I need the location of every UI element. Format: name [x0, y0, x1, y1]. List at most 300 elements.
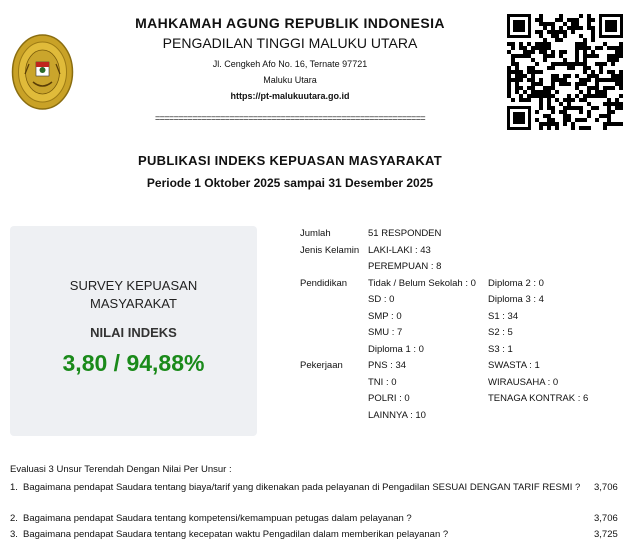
qr-module — [543, 86, 547, 90]
qr-module — [539, 46, 543, 50]
qr-module — [591, 34, 595, 38]
card-title — [10, 277, 257, 313]
qr-module — [603, 78, 607, 82]
qr-module — [519, 46, 523, 50]
qr-module — [555, 122, 559, 126]
qr-module — [591, 26, 595, 30]
qr-module — [611, 70, 615, 74]
qr-module — [559, 38, 563, 42]
qr-module — [531, 94, 535, 98]
qr-module — [563, 50, 567, 54]
qr-module — [551, 86, 555, 90]
qr-module — [583, 54, 587, 58]
qr-module — [519, 42, 523, 46]
qr-module — [539, 22, 543, 26]
qr-module — [571, 18, 575, 22]
gender-label: Jenis Kelamin — [300, 244, 360, 256]
publication-title: PUBLIKASI INDEKS KEPUASAN MASYARAKAT — [137, 153, 443, 168]
qr-module — [575, 118, 579, 122]
qr-module — [583, 78, 587, 82]
qr-module — [539, 78, 543, 82]
qr-module — [615, 98, 619, 102]
qr-module — [575, 86, 579, 90]
qr-module — [555, 126, 559, 130]
job-wirausaha: WIRAUSAHA : 0 — [488, 376, 559, 388]
qr-module — [551, 66, 555, 70]
qr-module — [587, 46, 591, 50]
item-question: Bagaimana pendapat Saudara tentang biaya/tarif yang dikenakan pada pelayanan di Pengadilan SESUAI DENGAN TARIF RESMI ? — [23, 482, 581, 493]
qr-module — [591, 94, 595, 98]
qr-module — [583, 58, 587, 62]
jumlah-label: Jumlah — [300, 228, 331, 239]
qr-module — [595, 106, 599, 110]
qr-module — [515, 78, 519, 82]
qr-module — [603, 94, 607, 98]
qr-module — [519, 78, 523, 82]
qr-module — [583, 38, 587, 42]
qr-module — [543, 54, 547, 58]
qr-module — [551, 62, 555, 66]
qr-module — [543, 90, 547, 94]
qr-module — [575, 18, 579, 22]
qr-module — [559, 62, 563, 66]
qr-module — [555, 38, 559, 42]
qr-module — [611, 86, 615, 90]
qr-module — [567, 82, 571, 86]
edu-smu: SMU : 7 — [368, 327, 403, 338]
qr-module — [611, 110, 615, 114]
qr-module — [599, 62, 603, 66]
qr-module — [575, 42, 579, 46]
qr-module — [559, 14, 563, 18]
qr-module — [523, 90, 527, 94]
qr-module — [615, 78, 619, 82]
qr-module — [551, 78, 555, 82]
qr-module — [539, 42, 543, 46]
edu-smp: SMP : 0 — [368, 310, 402, 322]
qr-module — [519, 86, 523, 90]
item-number: 1. — [10, 482, 18, 493]
qr-module — [587, 110, 591, 114]
qr-module — [563, 58, 567, 62]
qr-module — [555, 30, 559, 34]
qr-module — [563, 30, 567, 34]
qr-module — [543, 46, 547, 50]
qr-module — [531, 90, 535, 94]
qr-module — [575, 54, 579, 58]
court-address: Jl. Cengkeh Afo No. 16, Ternate 97721 — [212, 59, 368, 69]
edu-sd: SD : 0 — [368, 294, 395, 305]
qr-module — [591, 30, 595, 34]
qr-module — [535, 90, 539, 94]
qr-module — [591, 50, 595, 54]
edu-none: Tidak / Belum Sekolah : 0 — [368, 277, 476, 289]
qr-module — [599, 70, 603, 74]
qr-module — [543, 50, 547, 54]
qr-module — [519, 98, 523, 102]
job-pns: PNS : 34 — [368, 360, 407, 371]
qr-module — [591, 74, 595, 78]
qr-module — [611, 74, 615, 78]
qr-module — [583, 50, 587, 54]
qr-module — [555, 62, 559, 66]
qr-module — [611, 58, 615, 62]
qr-module — [571, 22, 575, 26]
qr-module — [583, 98, 587, 102]
qr-module — [523, 46, 527, 50]
qr-module — [523, 50, 527, 54]
qr-module — [607, 78, 611, 82]
qr-module — [587, 78, 591, 82]
qr-module — [547, 122, 551, 126]
qr-module — [531, 86, 535, 90]
qr-module — [563, 122, 567, 126]
qr-module — [535, 30, 539, 34]
qr-module — [567, 26, 571, 30]
qr-module — [619, 42, 623, 46]
court-subtitle: PENGADILAN TINGGI MALUKU UTARA — [162, 35, 418, 51]
qr-module — [607, 54, 611, 58]
qr-module — [607, 70, 611, 74]
qr-module — [567, 62, 571, 66]
item-number: 3. — [10, 529, 18, 540]
qr-module — [551, 82, 555, 86]
qr-module — [619, 70, 623, 74]
qr-module — [511, 98, 515, 102]
qr-module — [567, 18, 571, 22]
qr-module — [555, 78, 559, 82]
qr-module — [607, 98, 611, 102]
qr-module — [555, 18, 559, 22]
qr-module — [583, 62, 587, 66]
qr-module — [595, 74, 599, 78]
qr-module — [603, 114, 607, 118]
qr-module — [563, 118, 567, 122]
qr-module — [607, 114, 611, 118]
qr-module — [539, 94, 543, 98]
qr-module — [547, 118, 551, 122]
qr-module — [571, 62, 575, 66]
edu-d2: Diploma 2 : 0 — [488, 277, 544, 289]
qr-module — [595, 62, 599, 66]
qr-module — [619, 46, 623, 50]
qr-module — [595, 82, 599, 86]
qr-module — [599, 114, 603, 118]
qr-module — [571, 26, 575, 30]
qr-module — [595, 94, 599, 98]
qr-module — [507, 86, 511, 90]
qr-module — [527, 66, 531, 70]
qr-module — [579, 34, 583, 38]
qr-module — [563, 74, 567, 78]
job-kontrak: TENAGA KONTRAK : 6 — [488, 393, 589, 404]
qr-module — [571, 126, 575, 130]
gender-female: PEREMPUAN : 8 — [368, 261, 442, 272]
qr-module — [519, 74, 523, 78]
qr-module — [547, 42, 551, 46]
qr-module — [591, 54, 595, 58]
qr-module — [527, 86, 531, 90]
qr-module — [619, 94, 623, 98]
qr-module — [619, 74, 623, 78]
qr-module — [519, 70, 523, 74]
item-score: 3,706 — [594, 513, 618, 524]
job-swasta: SWASTA : 1 — [488, 360, 540, 371]
qr-module — [563, 114, 567, 118]
qr-module — [551, 50, 555, 54]
qr-module — [547, 22, 551, 26]
qr-module — [527, 94, 531, 98]
qr-module — [515, 54, 519, 58]
qr-module — [543, 42, 547, 46]
qr-module — [599, 94, 603, 98]
qr-module — [547, 126, 551, 130]
qr-module — [579, 42, 583, 46]
qr-module — [599, 78, 603, 82]
qr-module — [567, 66, 571, 70]
qr-module — [583, 94, 587, 98]
qr-module — [527, 70, 531, 74]
qr-module — [511, 62, 515, 66]
qr-module — [539, 30, 543, 34]
qr-module — [615, 106, 619, 110]
qr-module — [599, 66, 603, 70]
qr-module — [511, 42, 515, 46]
publication-period: Periode 1 Oktober 2025 sampai 31 Desember 2025 — [146, 176, 434, 190]
qr-module — [607, 110, 611, 114]
qr-module — [539, 126, 543, 130]
qr-module — [535, 42, 539, 46]
qr-module — [607, 118, 611, 122]
qr-module — [535, 82, 539, 86]
qr-module — [579, 26, 583, 30]
qr-module — [555, 74, 559, 78]
qr-module — [511, 70, 515, 74]
qr-module — [539, 50, 543, 54]
item-score: 3,725 — [594, 529, 618, 540]
qr-module — [551, 74, 555, 78]
qr-module — [579, 98, 583, 102]
qr-module — [611, 122, 615, 126]
edu-s2: S2 : 5 — [488, 327, 513, 338]
qr-module — [527, 42, 531, 46]
qr-module — [595, 46, 599, 50]
qr-module — [531, 70, 535, 74]
qr-module — [507, 78, 511, 82]
qr-module — [587, 22, 591, 26]
qr-module — [567, 118, 571, 122]
qr-module — [567, 94, 571, 98]
qr-module — [555, 34, 559, 38]
qr-module — [579, 14, 583, 18]
qr-module — [507, 74, 511, 78]
qr-module — [579, 78, 583, 82]
court-province: Maluku Utara — [263, 75, 317, 85]
qr-module — [587, 26, 591, 30]
item-question: Bagaimana pendapat Saudara tentang kecepatan waktu Pengadilan dalam memberikan pelayanan ? — [23, 529, 449, 540]
index-label: NILAI INDEKS — [90, 325, 177, 340]
qr-module — [547, 30, 551, 34]
qr-module — [519, 54, 523, 58]
qr-module — [587, 18, 591, 22]
qr-module — [619, 86, 623, 90]
qr-module — [587, 86, 591, 90]
qr-module — [587, 102, 591, 106]
qr-module — [587, 114, 591, 118]
qr-module — [559, 82, 563, 86]
qr-module — [539, 106, 543, 110]
qr-code — [507, 14, 623, 130]
qr-module — [515, 66, 519, 70]
qr-module — [595, 54, 599, 58]
qr-module — [615, 50, 619, 54]
qr-module — [551, 54, 555, 58]
qr-module — [515, 86, 519, 90]
qr-module — [575, 82, 579, 86]
qr-module — [579, 82, 583, 86]
qr-module — [547, 94, 551, 98]
qr-module — [507, 66, 511, 70]
qr-module — [539, 18, 543, 22]
qr-module — [507, 50, 511, 54]
qr-module — [575, 46, 579, 50]
qr-module — [599, 46, 603, 50]
qr-module — [507, 82, 511, 86]
qr-module — [551, 110, 555, 114]
qr-module — [507, 90, 511, 94]
qr-module — [543, 38, 547, 42]
qr-module — [599, 90, 603, 94]
qr-module — [587, 126, 591, 130]
qr-module — [615, 102, 619, 106]
item-score: 3,706 — [594, 482, 618, 493]
qr-module — [603, 126, 607, 130]
qr-module — [511, 78, 515, 82]
qr-module — [559, 26, 563, 30]
qr-module — [567, 102, 571, 106]
qr-module — [579, 118, 583, 122]
qr-module — [575, 22, 579, 26]
item-number: 2. — [10, 513, 18, 524]
qr-module — [507, 42, 511, 46]
job-lainnya: LAINNYA : 10 — [368, 409, 426, 421]
qr-module — [531, 58, 535, 62]
qr-module — [583, 126, 587, 130]
qr-module — [611, 102, 615, 106]
qr-module — [539, 90, 543, 94]
qr-module — [539, 34, 543, 38]
index-card — [10, 226, 257, 436]
qr-module — [611, 46, 615, 50]
evaluation-heading: Evaluasi 3 Unsur Terendah Dengan Nilai Per Unsur : — [10, 464, 232, 475]
qr-module — [583, 42, 587, 46]
court-logo — [11, 34, 74, 110]
qr-module — [559, 110, 563, 114]
card-title-line-2: MASYARAKAT — [90, 296, 177, 311]
card-title-line-1: SURVEY KEPUASAN — [69, 278, 198, 293]
edu-d3: Diploma 3 : 4 — [488, 294, 544, 305]
qr-module — [523, 54, 527, 58]
qr-module — [563, 106, 567, 110]
qr-module — [563, 110, 567, 114]
qr-module — [615, 46, 619, 50]
qr-module — [571, 98, 575, 102]
qr-module — [531, 46, 535, 50]
gender-male: LAKI-LAKI : 43 — [368, 244, 431, 256]
qr-module — [579, 46, 583, 50]
qr-module — [551, 26, 555, 30]
qr-module — [515, 70, 519, 74]
qr-module — [515, 74, 519, 78]
qr-module — [515, 62, 519, 66]
qr-module — [615, 122, 619, 126]
qr-module — [539, 102, 543, 106]
qr-module — [547, 54, 551, 58]
qr-module — [531, 82, 535, 86]
qr-module — [579, 90, 583, 94]
qr-module — [567, 106, 571, 110]
qr-module — [619, 106, 623, 110]
qr-module — [579, 110, 583, 114]
job-polri: POLRI : 0 — [368, 393, 410, 404]
qr-module — [547, 46, 551, 50]
qr-module — [535, 62, 539, 66]
qr-module — [555, 90, 559, 94]
qr-module — [591, 70, 595, 74]
qr-module — [567, 74, 571, 78]
qr-module — [575, 58, 579, 62]
qr-module — [559, 30, 563, 34]
qr-module — [603, 62, 607, 66]
qr-module — [551, 94, 555, 98]
qr-module — [607, 102, 611, 106]
qr-module — [595, 86, 599, 90]
qr-module — [527, 98, 531, 102]
qr-module — [607, 122, 611, 126]
qr-module — [615, 54, 619, 58]
qr-module — [579, 126, 583, 130]
qr-module — [523, 74, 527, 78]
qr-module — [551, 122, 555, 126]
separator-line: ========================================================== — [154, 113, 426, 123]
qr-module — [575, 62, 579, 66]
qr-module — [539, 70, 543, 74]
qr-module — [567, 98, 571, 102]
qr-module — [595, 78, 599, 82]
qr-module — [535, 46, 539, 50]
qr-module — [539, 82, 543, 86]
qr-module — [551, 22, 555, 26]
qr-module — [547, 86, 551, 90]
qr-module — [547, 90, 551, 94]
qr-module — [579, 62, 583, 66]
qr-module — [619, 78, 623, 82]
qr-module — [559, 78, 563, 82]
qr-module — [531, 78, 535, 82]
qr-module — [543, 114, 547, 118]
qr-module — [543, 58, 547, 62]
qr-module — [551, 118, 555, 122]
qr-module — [551, 34, 555, 38]
letterhead — [100, 14, 480, 124]
qr-module — [567, 114, 571, 118]
qr-module — [515, 90, 519, 94]
qr-module — [543, 122, 547, 126]
qr-module — [527, 78, 531, 82]
qr-module — [535, 110, 539, 114]
qr-module — [591, 86, 595, 90]
qr-module — [559, 50, 563, 54]
